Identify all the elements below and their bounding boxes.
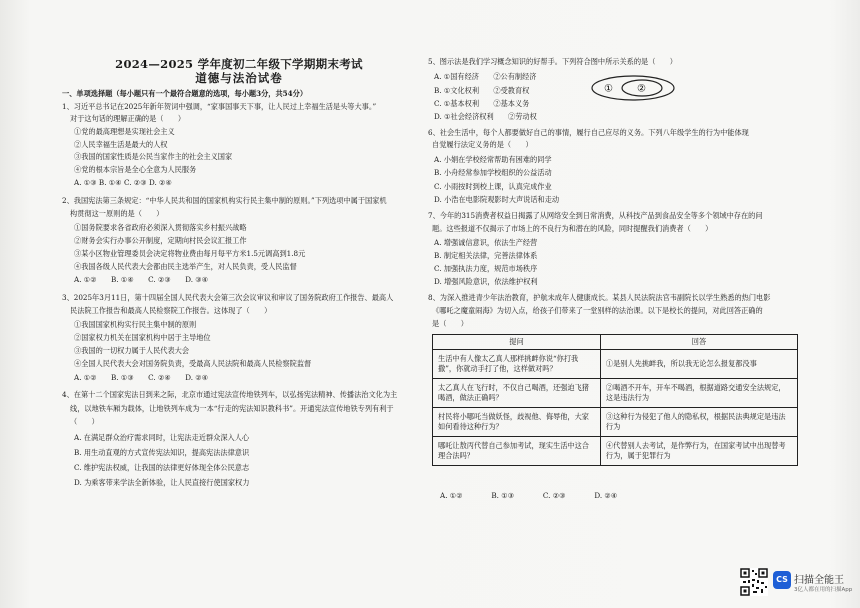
question-line: 3、2025年3月11日，第十四届全国人民代表大会第三次会议审议和审议了国务院政府工作报告、最高人	[62, 293, 394, 302]
table-cell-answer: ④代替别人去考试，是作弊行为，在国家考试中出现替考行为，属于犯罪行为	[600, 437, 797, 466]
table-row	[433, 350, 798, 379]
table-header-row	[433, 335, 798, 350]
question-line: A. ①③ B. ①④ C. ②③ D. ②④	[74, 178, 172, 187]
question-line: 6、社会生活中，每个人都要做好自己的事情，履行自己应尽的义务。下列八年级学生的行为中能体现	[428, 128, 749, 137]
question-line: D. 小浩在电影院观影时大声说话和走动	[434, 195, 560, 204]
question-line: 一、单项选择题（每小题只有一个最符合题意的选项，每小题3分，共54分）	[62, 89, 308, 98]
question-line: 民法院工作报告和最高人民检察院工作报告。这体现了（ ）	[70, 306, 272, 315]
table-cell-question: 哪吒让敖丙代替自己参加考试，现实生活中这合理合法吗？	[433, 437, 601, 466]
exam-subject-title: 道德与法治试卷	[195, 71, 283, 85]
table-cell-question: 太乙真人在飞行时，不仅自己喝酒，还强迫飞猪喝酒，做法正确吗？	[433, 379, 601, 408]
question-line: D. 为乘客带来学法全新体验，让人民直接行使国家权力	[74, 478, 250, 487]
table-cell-answer: ②喝酒不开车，开车不喝酒，根据道路交通安全法规定，这是违法行为	[600, 379, 797, 408]
q5-outer-label: ①	[604, 83, 613, 95]
question-line: ④我国各级人民代表大会都由民主选举产生，对人民负责，受人民监督	[74, 262, 297, 271]
question-line: 线，以地铁车厢为载体，让地铁列车成为一本“行走的宪法知识教科书”。开通宪法宣传地铁专列有利于	[70, 404, 394, 413]
scanner-brand-name: 扫描全能王	[794, 575, 844, 586]
table-cell-answer: ③这种行为侵犯了他人的隐私权，根据民法典规定是违法行为	[600, 408, 797, 437]
table-row	[433, 379, 798, 408]
question-line: ④党的根本宗旨是全心全意为人民服务	[74, 165, 197, 174]
question-line: 8、为深入推进青少年法治教育，护航未成年人健康成长。某县人民法院法官韦副院长以学生熟悉的热门电影	[428, 293, 771, 302]
question-line: A. 小娟在学校经常帮助有困难的同学	[434, 155, 552, 164]
question-line: B. 制定相关法律，完善法律体系	[434, 251, 538, 260]
question-line: B. ①文化权利 ②受教育权	[434, 86, 530, 95]
question-line: ②国家权力机关在国家机构中居于主导地位	[74, 333, 211, 342]
table-cell-question: 村民将小哪吒当做妖怪，歧视他、侮辱他，大家如何看待这种行为？	[433, 408, 601, 437]
question-line: B. 用生动直观的方式宣传宪法知识，提高宪法法律意识	[74, 448, 250, 457]
question-line: B. 小舟经常参加学校组织的公益活动	[434, 168, 552, 177]
table-cell-question: 生活中有人像太乙真人那样挑衅你说“你打我撒”，你就动手打了他，这样做对吗？	[433, 350, 601, 379]
question-line: 5、图示法是我们学习概念知识的好帮手。下列符合图中所示关系的是（ ）	[428, 57, 677, 66]
question-line: 构贯彻这一原则的是（ ）	[70, 209, 164, 218]
question-line: A. 在满足群众治疗需求同时，让宪法走近群众深入人心	[74, 433, 250, 442]
question-line: 对于这句话的理解正确的是（ ）	[70, 114, 186, 123]
qr-code-icon	[740, 568, 768, 596]
table-row	[433, 437, 798, 466]
q5-ellipse-diagram	[590, 74, 676, 102]
question-line: A. ①② B. ①④ C. ②③ D. ③④	[74, 275, 209, 284]
question-line: ③我国的一切权力属于人民代表大会	[74, 346, 190, 355]
table-cell-answer: ①是别人先挑衅我，所以我无论怎么报复都没事	[600, 350, 797, 379]
question-line: ③某小区物业管理委员会决定将物业费由每月每平方米1.5元调高到1.8元	[74, 249, 306, 258]
question-line: 4、在第十二个国家宪法日到来之际，北京市通过宪法宣传地铁列车，以弘扬宪法精神、传播法治文化为主	[62, 390, 398, 399]
question-line: D. 增强风险意识，依法维护权利	[434, 277, 538, 286]
question-line: 7、今年的315消费者权益日揭露了从网络安全到日常消费，从科技产品到食品安全等多个领域中存在的问	[428, 211, 763, 220]
question-line: 2、我国宪法第三条规定：“中华人民共和国的国家机构实行民主集中制的原则。”下列选项中属于国家机	[62, 196, 387, 205]
question-line: ②人民幸福生活是最大的人权	[74, 140, 168, 149]
question-line: A. ①国有经济 ②公有制经济	[434, 72, 537, 81]
question-line: C. 小雨按时到校上课，认真完成作业	[434, 182, 552, 191]
question-line: ②财务会实行办事公开制度，定期向村民会议汇报工作	[74, 236, 247, 245]
scanner-tagline: 3亿人都在用的扫描App	[794, 587, 853, 593]
q8-answer-options: A. ①② B. ①③ C. ②③ D. ②④	[440, 491, 618, 500]
question-line: A. ①② B. ①③ C. ②④ D. ②④	[74, 373, 209, 382]
question-line: ①国务院要求各省政府必须深入贯彻落实乡村振兴战略	[74, 223, 247, 232]
exam-title: 2024—2025 学年度初二年级下学期期末考试	[115, 57, 363, 71]
table-row	[433, 408, 798, 437]
question-line: C. ①基本权利 ②基本义务	[434, 99, 530, 108]
question-line: C. 维护宪法权威，让我国的法律更好体现全体公民意志	[74, 463, 250, 472]
question-line: 是（ ）	[432, 319, 468, 328]
question-line: 《哪吒之魔童闹海》为切入点，给孩子们带来了一堂别样的法治课。以下是校长的提问，对此回答正确的	[432, 306, 763, 315]
question-line: ④全国人民代表大会对国务院负责，受最高人民法院和最高人民检察院监督	[74, 359, 312, 368]
question-line: （ ）	[70, 417, 99, 426]
question-line: ③我国的国家性质是公民当家作主的社会主义国家	[74, 152, 233, 161]
table-header-answer: 回答	[600, 335, 797, 350]
question-line: D. ①社会经济权利 ②劳动权	[434, 112, 537, 121]
question-line: 1、习近平总书记在2025年新年贺词中强调，“家事国事天下事，让人民过上幸福生活是头等大事。”	[62, 102, 377, 111]
table-header-question: 提问	[433, 335, 601, 350]
scanner-logo-icon: CS	[773, 571, 791, 589]
q8-question-table	[432, 334, 798, 466]
question-line: C. 加强执法力度，规范市场秩序	[434, 264, 538, 273]
question-line: ①党的最高理想是实现社会主义	[74, 127, 175, 136]
question-line: 题。这些报道不仅揭示了市场上的不良行为和潜在的风险，同时提醒我们消费者（ ）	[432, 224, 713, 233]
question-line: A. 增强诚信意识，依法生产经营	[434, 238, 538, 247]
question-line: 自觉履行法定义务的是（ ）	[432, 140, 533, 149]
q5-inner-label: ②	[637, 83, 646, 95]
question-line: ①我国国家机构实行民主集中制的原则	[74, 320, 197, 329]
